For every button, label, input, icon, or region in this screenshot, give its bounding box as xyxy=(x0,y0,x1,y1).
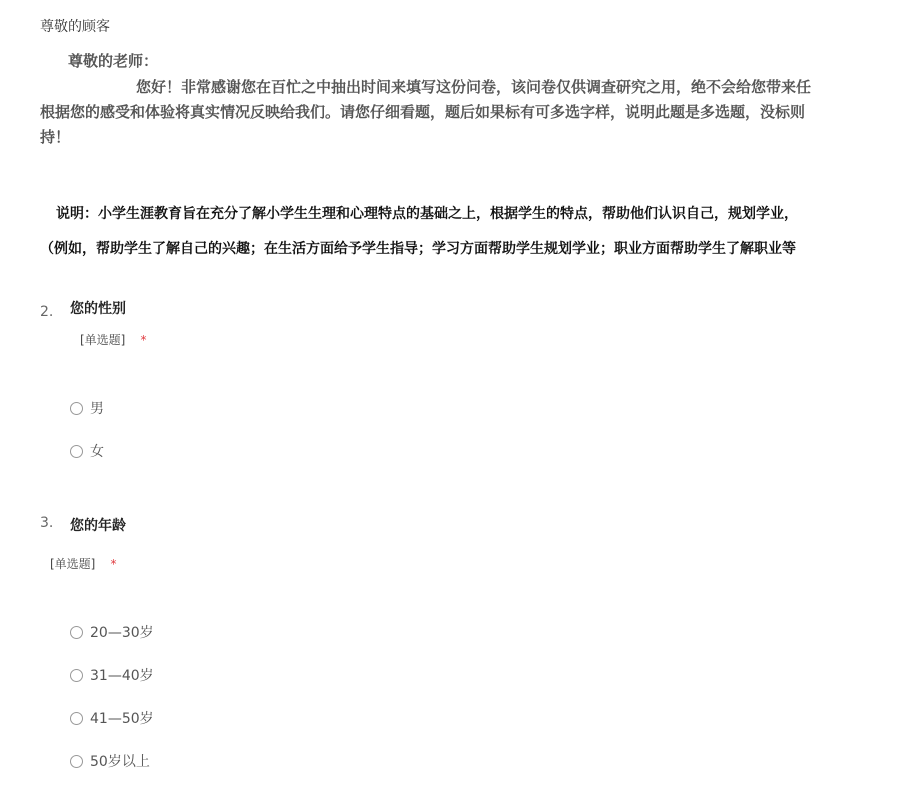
option-age-31-40[interactable] xyxy=(70,665,154,685)
question-meta xyxy=(50,553,116,572)
option-male[interactable] xyxy=(70,398,104,418)
required-marker: * xyxy=(110,557,117,571)
option-label: 41—50岁 xyxy=(90,711,154,727)
option-female[interactable] xyxy=(70,441,104,461)
question-meta xyxy=(80,329,146,348)
letter-line-3: 持！ xyxy=(40,128,71,146)
option-label: 50岁以上 xyxy=(90,754,150,770)
radio-button[interactable] xyxy=(70,669,83,682)
radio-button[interactable] xyxy=(70,445,83,458)
note-line-1: 说明：小学生涯教育旨在充分了解小学生生理和心理特点的基础之上，根据学生的特点，帮助他们认识自己，规划学业， xyxy=(56,206,798,222)
option-age-41-50[interactable] xyxy=(70,708,154,728)
question-type-label: [单选题] xyxy=(80,333,126,347)
letter-salutation: 尊敬的老师： xyxy=(68,52,159,70)
option-label: 女 xyxy=(90,444,104,460)
question-title: 您的性别 xyxy=(70,301,126,317)
question-number: 3. xyxy=(40,515,54,531)
question-number: 2. xyxy=(40,304,54,320)
option-age-50-plus[interactable] xyxy=(70,751,150,771)
radio-button[interactable] xyxy=(70,626,83,639)
option-label: 男 xyxy=(90,401,104,417)
page-greeting: 尊敬的顾客 xyxy=(40,19,110,35)
letter-line-2: 根据您的感受和体验将真实情况反映给我们。请您仔细看题，题后如果标有可多选字样，说明此题是多选题，没标则 xyxy=(40,103,806,121)
option-age-20-30[interactable] xyxy=(70,622,154,642)
radio-button[interactable] xyxy=(70,402,83,415)
option-label: 20—30岁 xyxy=(90,625,154,641)
option-label: 31—40岁 xyxy=(90,668,154,684)
question-type-label: [单选题] xyxy=(50,557,96,571)
required-marker: * xyxy=(140,333,147,347)
radio-button[interactable] xyxy=(70,712,83,725)
radio-button[interactable] xyxy=(70,755,83,768)
question-title: 您的年龄 xyxy=(70,518,126,534)
note-line-2: （例如，帮助学生了解自己的兴趣；在生活方面给予学生指导；学习方面帮助学生规划学业；职业方面帮助学生了解职业等 xyxy=(40,241,796,257)
letter-line-1: 您好！非常感谢您在百忙之中抽出时间来填写这份问卷，该问卷仅供调查研究之用，绝不会给您带来任 xyxy=(136,78,812,96)
